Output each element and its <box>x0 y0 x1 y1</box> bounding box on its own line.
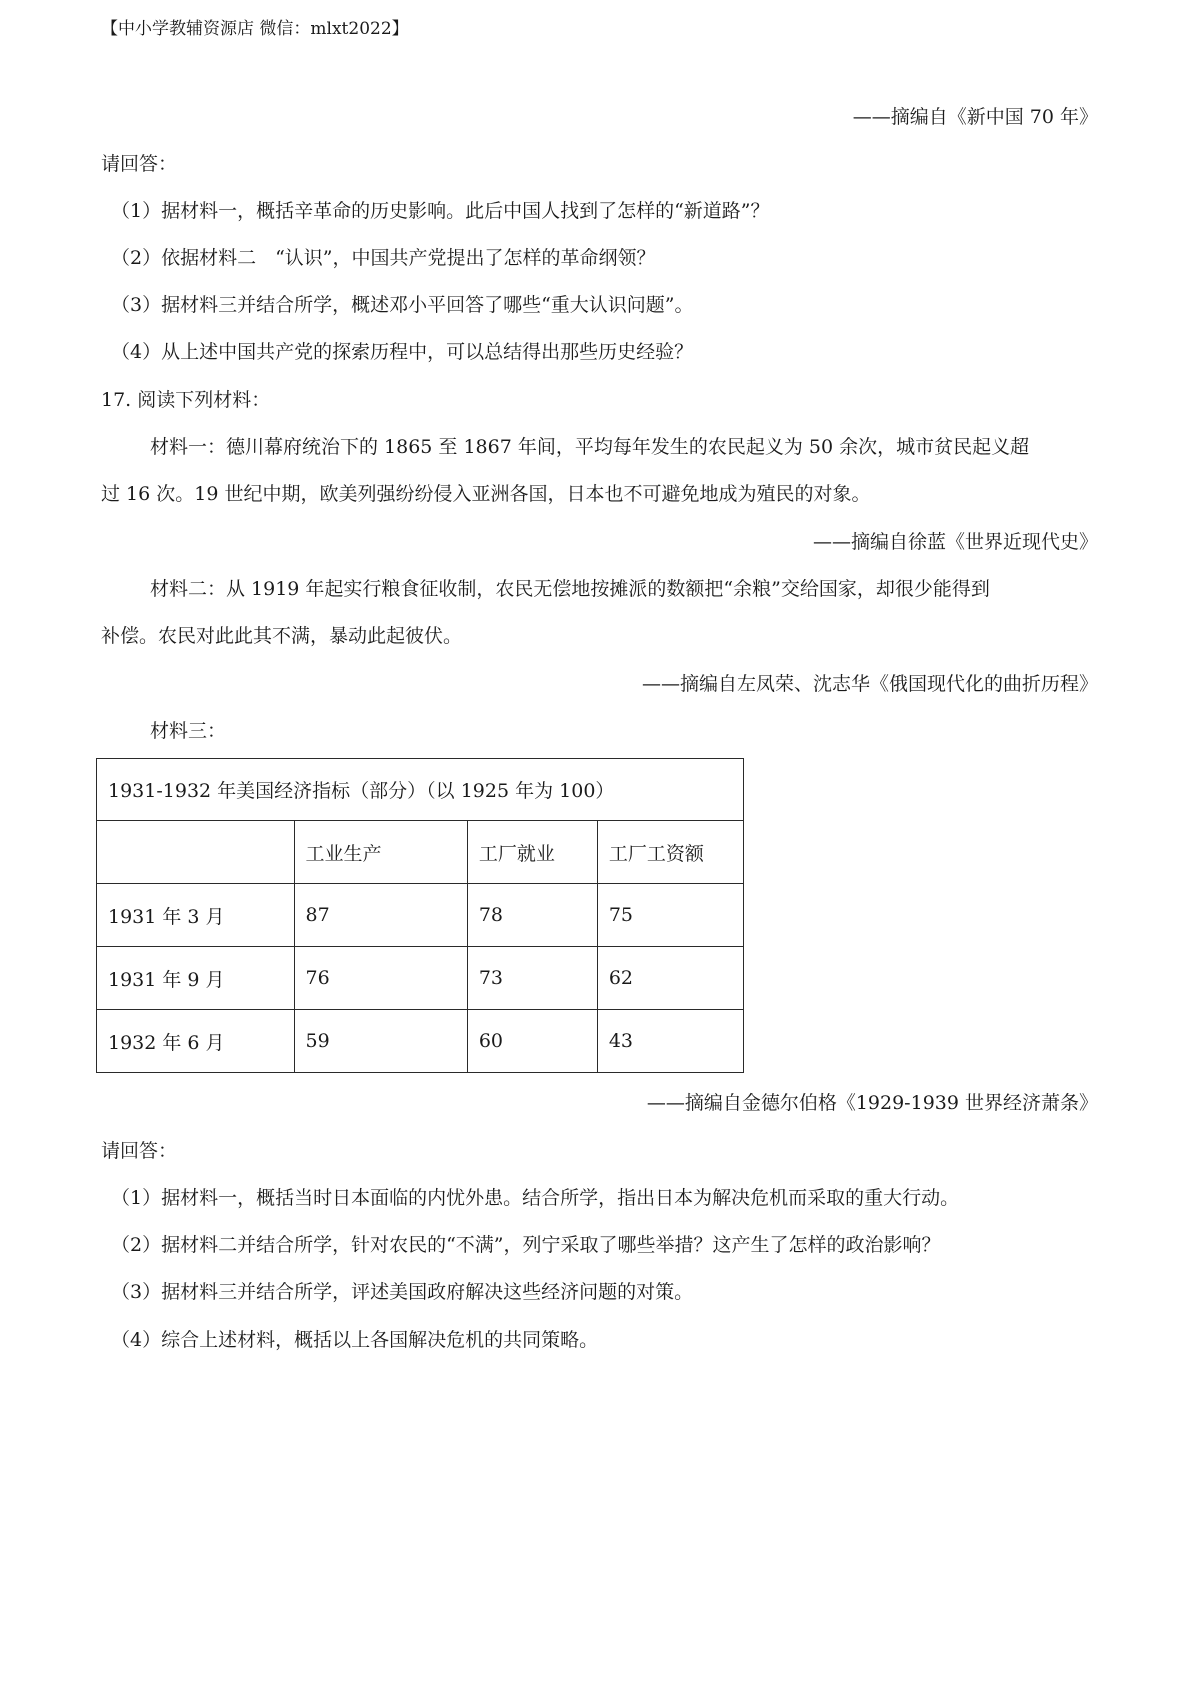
table-row <box>97 1010 744 1073</box>
question-item: （4）从上述中国共产党的探索历程中，可以总结得出那些历史经验？ <box>111 341 694 363</box>
material-one-text: 过 16 次。19 世纪中期，欧美列强纷纷侵入亚洲各国，日本也不可避免地成为殖民的对象。 <box>101 483 871 505</box>
source-citation: ——摘编自徐蓝《世界近现代史》 <box>812 531 1098 553</box>
table-cell: 73 <box>467 947 597 1010</box>
table-caption: 1931-1932 年美国经济指标（部分）（以 1925 年为 100） <box>97 759 744 821</box>
table-header-row <box>97 821 744 884</box>
question-item: （1）据材料一，概括辛革命的历史影响。此后中国人找到了怎样的“新道路”？ <box>111 200 770 222</box>
table-cell: 1931 年 9 月 <box>97 947 295 1010</box>
source-citation: ——摘编自左凤荣、沈志华《俄国现代化的曲折历程》 <box>641 673 1098 695</box>
table-caption-row <box>97 759 744 821</box>
answer-prompt: 请回答： <box>101 153 178 175</box>
question-item: （1）据材料一，概括当时日本面临的内忧外患。结合所学，指出日本为解决危机而采取的重大行动。 <box>111 1187 960 1209</box>
table-cell: 1931 年 3 月 <box>97 884 295 947</box>
question-item: （3）据材料三并结合所学，评述美国政府解决这些经济问题的对策。 <box>111 1281 694 1303</box>
question-item: （4）综合上述材料，概括以上各国解决危机的共同策略。 <box>111 1329 599 1351</box>
question-item: （2）依据材料二 “认识”，中国共产党提出了怎样的革命纲领？ <box>111 247 656 269</box>
table-cell: 1932 年 6 月 <box>97 1010 295 1073</box>
question-item: （3）据材料三并结合所学，概述邓小平回答了哪些“重大认识问题”。 <box>111 294 694 316</box>
economic-indicators-table <box>96 758 744 1073</box>
table-row <box>97 884 744 947</box>
table-header-cell: 工厂就业 <box>467 821 597 884</box>
table-header-cell <box>97 821 295 884</box>
table-cell: 87 <box>294 884 467 947</box>
table-cell: 59 <box>294 1010 467 1073</box>
table-header-cell: 工业生产 <box>294 821 467 884</box>
answer-prompt: 请回答： <box>101 1140 178 1162</box>
source-citation: ——摘编自金德尔伯格《1929-1939 世界经济萧条》 <box>646 1092 1098 1114</box>
material-three-label: 材料三： <box>150 720 227 742</box>
material-one-text: 材料一：德川幕府统治下的 1865 至 1867 年间，平均每年发生的农民起义为 50 余次，城市贫民起义超 <box>150 436 1030 458</box>
table-cell: 75 <box>597 884 743 947</box>
source-citation: ——摘编自《新中国 70 年》 <box>852 106 1098 128</box>
table-row <box>97 947 744 1010</box>
table-header-cell: 工厂工资额 <box>597 821 743 884</box>
watermark-header: 【中小学教辅资源店 微信：mlxt2022】 <box>101 19 409 39</box>
table-cell: 78 <box>467 884 597 947</box>
table-cell: 62 <box>597 947 743 1010</box>
material-two-text: 补偿。农民对此此其不满，暴动此起彼伏。 <box>101 625 463 647</box>
table-cell: 43 <box>597 1010 743 1073</box>
table-cell: 76 <box>294 947 467 1010</box>
question-item: （2）据材料二并结合所学，针对农民的“不满”，列宁采取了哪些举措？这产生了怎样的政治影响？ <box>111 1234 941 1256</box>
table-cell: 60 <box>467 1010 597 1073</box>
material-two-text: 材料二：从 1919 年起实行粮食征收制，农民无偿地按摊派的数额把“余粮”交给国家，却很少能得到 <box>150 578 990 600</box>
question-title: 17. 阅读下列材料： <box>101 389 271 411</box>
